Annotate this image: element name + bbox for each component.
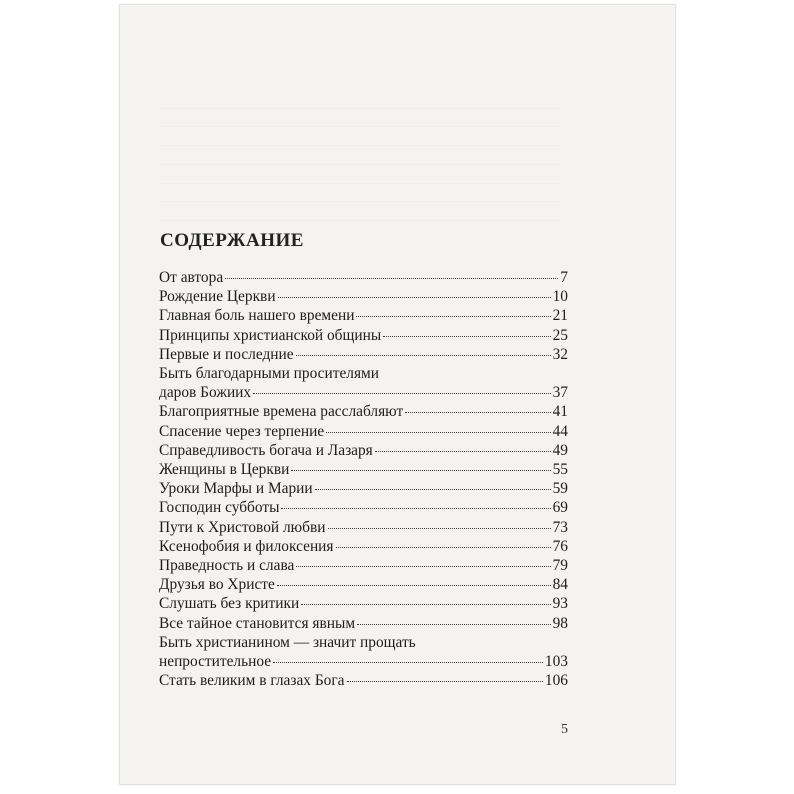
toc-entry-page: 73: [552, 518, 568, 536]
toc-entry-title: даров Божиих: [159, 384, 252, 402]
toc-entry: [159, 575, 568, 594]
toc-entry-title: Благоприятные времена расслабляют: [159, 403, 404, 421]
toc-entry-title: Спасение через терпение: [159, 422, 325, 440]
dot-leader: [357, 624, 551, 625]
toc-entry: [159, 518, 568, 537]
toc-entry: [159, 498, 568, 517]
dot-leader: [301, 604, 550, 605]
toc-entry-page: 7: [560, 269, 568, 286]
toc-entry-page: 98: [552, 614, 568, 632]
toc-entry-title: Женщины в Церкви: [159, 461, 290, 479]
toc-entry: [159, 268, 568, 287]
toc-entry-title: От автора: [159, 269, 224, 286]
bleed-through-text: [161, 90, 561, 230]
dot-leader: [336, 547, 551, 548]
toc-entry-title: Пути к Христовой любви: [159, 518, 326, 536]
toc-entry: [159, 441, 568, 460]
toc-entry-title: Господин субботы: [159, 499, 280, 517]
toc-entry-title-line1: Быть благодарными просителями: [159, 365, 380, 383]
toc-entry: [159, 460, 568, 479]
toc-entry-page: 76: [552, 537, 568, 555]
dot-leader: [278, 297, 551, 298]
dot-leader: [328, 528, 551, 529]
toc-entry-page: 93: [552, 595, 568, 613]
toc-entry: [159, 479, 568, 498]
dot-leader: [326, 432, 550, 433]
toc-entry-page: 59: [552, 480, 568, 498]
toc-entry-page: 103: [544, 653, 568, 671]
toc-entry-page: 79: [552, 557, 568, 575]
dot-leader: [273, 662, 543, 663]
toc-entry-title: Ксенофобия и филоксения: [159, 537, 334, 555]
dot-leader: [277, 585, 551, 586]
toc-entry: [159, 537, 568, 556]
toc-entry-title: Первые и последние: [159, 345, 294, 363]
toc-entry-page: 37: [552, 384, 568, 402]
toc-entry: [159, 594, 568, 613]
toc-entry-title: Главная боль нашего времени: [159, 307, 355, 325]
toc-list: [159, 268, 568, 690]
toc-entry-page: 106: [544, 672, 568, 690]
toc-entry: [159, 556, 568, 575]
dot-leader: [296, 566, 550, 567]
dot-leader: [291, 470, 550, 471]
toc-entry-title: Слушать без критики: [159, 595, 300, 613]
toc-entry: [159, 345, 568, 364]
toc-entry: [159, 633, 568, 671]
dot-leader: [296, 355, 551, 356]
toc-entry-title-line1: Быть христианином — значит прощать: [159, 633, 416, 651]
dot-leader: [356, 316, 550, 317]
toc-entry-page: 55: [552, 461, 568, 479]
dot-leader: [383, 336, 550, 337]
toc-entry-title: Принципы христианской общины: [159, 326, 382, 344]
toc-entry: [159, 326, 568, 345]
toc-entry: [159, 614, 568, 633]
toc-entry-title: Стать великим в глазах Бога: [159, 672, 345, 690]
toc-entry-page: 49: [552, 441, 568, 459]
dot-leader: [347, 681, 543, 682]
toc-entry-page: 32: [552, 345, 568, 363]
toc-heading: СОДЕРЖАНИЕ: [160, 230, 304, 251]
toc-entry: [159, 287, 568, 306]
toc-entry-title: Рождение Церкви: [159, 288, 276, 306]
toc-entry-page: 44: [552, 422, 568, 440]
toc-entry: [159, 306, 568, 325]
toc-entry-title: Друзья во Христе: [159, 576, 275, 594]
toc-entry-title: непростительное: [159, 653, 272, 671]
toc-entry-title: Праведность и слава: [159, 557, 295, 575]
toc-entry: [159, 422, 568, 441]
toc-entry-title: Справедливость богача и Лазаря: [159, 441, 373, 459]
dot-leader: [225, 278, 558, 279]
toc-entry-page: 84: [552, 576, 568, 594]
toc-entry: [159, 671, 568, 690]
page-number: 5: [561, 722, 568, 737]
toc-entry-page: 41: [552, 403, 568, 421]
dot-leader: [375, 451, 551, 452]
toc-entry: [159, 402, 568, 421]
dot-leader: [405, 412, 550, 413]
dot-leader: [315, 489, 551, 490]
dot-leader: [253, 393, 550, 394]
toc-entry-title: Все тайное становится явным: [159, 614, 356, 632]
toc-entry: [159, 364, 568, 402]
toc-entry-page: 10: [552, 288, 568, 306]
toc-entry-page: 21: [552, 307, 568, 325]
toc-entry-page: 69: [552, 499, 568, 517]
toc-entry-title: Уроки Марфы и Марии: [159, 480, 313, 498]
toc-entry-page: 25: [552, 326, 568, 344]
dot-leader: [281, 508, 550, 509]
